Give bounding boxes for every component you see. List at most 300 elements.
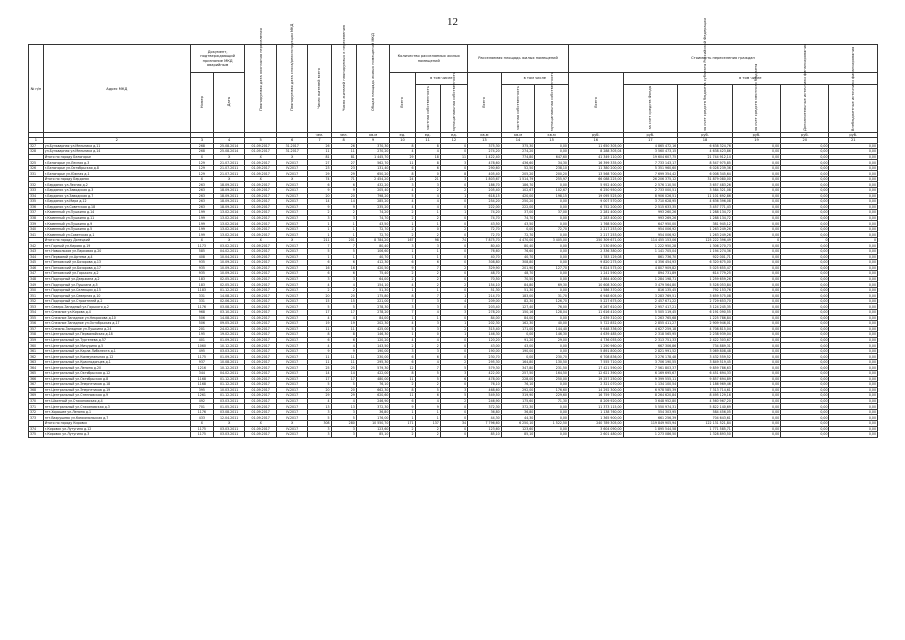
table-cell: 74,70 (468, 215, 502, 221)
table-cell: 0 (440, 354, 467, 360)
table-cell: 3 283 769,51 (623, 293, 678, 299)
address-cell: пгт.Центральный ул.Октябрьская д.12 (43, 371, 190, 377)
table-cell: 01.09.2017 (245, 193, 277, 199)
header-column-number: 3 (190, 138, 213, 143)
table-cell: 344 (29, 254, 44, 260)
table-cell: 3 706 190,55 (623, 359, 678, 365)
table-cell: 0,00 (829, 348, 878, 354)
table-cell: 0,00 (781, 149, 829, 155)
table-cell: 478,00 (468, 376, 502, 382)
table-cell: 0,00 (829, 265, 878, 271)
header-unit-cell: ед. (440, 133, 467, 138)
table-cell: 70,50 (501, 276, 535, 282)
header-total-area: Общая площадь жилых помещений МКД (356, 45, 390, 133)
table-cell: 280 (331, 420, 356, 426)
header-count-including: в том числе (415, 73, 468, 85)
table-cell: 3 (415, 182, 440, 188)
table-cell: 2 454,20 (356, 176, 390, 182)
table-cell: 01.09.2017 (245, 204, 277, 210)
table-cell: 4 627 259,18 (623, 326, 678, 332)
table-cell: 7 (415, 265, 440, 271)
table-cell: 1 134 100,54 (623, 382, 678, 388)
table-cell: 0,00 (781, 426, 829, 432)
table-cell: 27 (308, 160, 331, 166)
table-cell: 4 (390, 149, 415, 155)
table-cell: 6 948 605,00 (568, 293, 623, 299)
table-cell: 195 (190, 332, 213, 338)
table-cell: 13.02.2014 (213, 226, 245, 232)
table-cell: 01.09.2017 (245, 265, 277, 271)
table-cell: 0,00 (781, 393, 829, 399)
table-cell: 122 131 521,84 (678, 420, 733, 426)
table-cell: 21 (415, 176, 440, 182)
header-count-private: частная собственность (415, 85, 440, 133)
address-cell: пгт.Снежное Западное ул.Некрасова д.10 (43, 315, 190, 321)
table-cell: 3 479 564,80 (623, 282, 678, 288)
table-cell: 935 (190, 260, 213, 266)
table-cell: 8 (390, 371, 415, 377)
table-cell: 0,00 (829, 332, 878, 338)
address-cell: пгт.Пятковский ул.Горького д.2 (43, 271, 190, 277)
table-cell: 36,80 (468, 409, 502, 415)
table-cell: 315,40 (468, 326, 502, 332)
table-cell: 102,67 (501, 187, 535, 193)
table-cell: 36,80 (356, 409, 390, 415)
table-cell: 6 (308, 260, 331, 266)
table-cell: IV.2017 (276, 204, 308, 210)
table-cell: 11 (331, 359, 356, 365)
table-cell: 1 288 134,72 (678, 210, 733, 216)
table-cell: 0,00 (781, 376, 829, 382)
table-cell: 01.09.2017 (245, 404, 277, 410)
address-cell: пгт.Северо-Западный ул.Горького д.2 (43, 304, 190, 310)
table-cell: 0,00 (829, 215, 878, 221)
table-cell: 0,00 (535, 215, 569, 221)
table-cell: 0,00 (535, 276, 569, 282)
table-cell: 336 (29, 204, 44, 210)
table-cell: 0,00 (781, 182, 829, 188)
table-cell: 1 (415, 249, 440, 255)
table-cell: 85,10 (356, 432, 390, 438)
table-cell: 0,00 (732, 260, 780, 266)
table-cell: 3 (390, 243, 415, 249)
table-cell: 72,70 (356, 226, 390, 232)
table-cell: IV.2017 (276, 387, 308, 393)
table-cell: 1173 (190, 243, 213, 249)
table-cell: 4 560 967,20 (678, 398, 733, 404)
table-cell: 13 568 700,00 (568, 171, 623, 177)
table-cell: IV.2017 (276, 415, 308, 421)
table-cell: 146,30 (356, 332, 390, 338)
address-cell: пгт.Центральный ул.Энергетиков д.19 (43, 387, 190, 393)
table-cell: 7 875,70 (468, 237, 502, 243)
table-cell: 5 (415, 371, 440, 377)
table-cell: 127,70 (535, 265, 569, 271)
table-cell: 18 (415, 154, 440, 160)
table-cell: 432,20 (356, 182, 390, 188)
table-cell: 0,00 (732, 232, 780, 238)
table-cell: 0,00 (781, 265, 829, 271)
table-cell: 6 (308, 182, 331, 188)
table-cell: 0,00 (732, 365, 780, 371)
header-cost-including: в том числе (623, 73, 877, 85)
table-cell: 13 (308, 404, 331, 410)
table-cell: 25 (308, 365, 331, 371)
table-cell: 1 422,40 (468, 154, 502, 160)
table-cell: 433 (190, 415, 213, 421)
table-cell: 222,00 (468, 204, 502, 210)
table-cell: 263 (190, 199, 213, 205)
table-cell: 3 849 519,45 (678, 359, 733, 365)
table-cell: 0,00 (501, 354, 535, 360)
table-cell: 2 238 939,04 (678, 332, 733, 338)
table-cell: 4 639 485,00 (568, 332, 623, 338)
table-cell: 130,50 (535, 359, 569, 365)
table-cell: 3 405,00 (535, 237, 569, 243)
table-cell: 9 007 570,00 (568, 199, 623, 205)
table-cell: 3 124 245,35 (678, 304, 733, 310)
table-cell: 0,00 (535, 271, 569, 277)
table-cell: 7 561 803,37 (623, 365, 678, 371)
table-cell: 6 008 345,64 (678, 171, 733, 177)
table-cell: 0,00 (732, 287, 780, 293)
table-cell: 0,00 (732, 182, 780, 188)
table-cell: 24 (390, 176, 415, 182)
table-cell: 29 (308, 393, 331, 399)
table-cell: 20 (331, 293, 356, 299)
table-cell: 01.09.2017 (245, 376, 277, 382)
table-cell: 199 (190, 210, 213, 216)
table-cell: 119 849 905,94 (623, 420, 678, 426)
table-cell: 2 (440, 265, 467, 271)
table-cell: 263 (190, 204, 213, 210)
table-cell: 774,80 (501, 154, 535, 160)
table-cell: 270,20 (356, 149, 390, 155)
table-cell: 11 (331, 326, 356, 332)
table-cell: 364 (29, 365, 44, 371)
table-cell: 0,00 (829, 171, 878, 177)
table-cell: 11 (390, 160, 415, 166)
table-cell: 0,00 (732, 226, 780, 232)
table-cell: 01.09.2017 (245, 182, 277, 188)
table-cell: 370,30 (356, 143, 390, 149)
table-cell: 0,00 (732, 371, 780, 377)
table-cell: 1 783 129,08 (568, 254, 623, 260)
table-cell: 662,30 (356, 387, 390, 393)
table-cell: 0,00 (829, 160, 878, 166)
table-cell: 1 (415, 315, 440, 321)
table-cell: 0,00 (535, 315, 569, 321)
table-cell: 0 (440, 276, 467, 282)
table-cell: 01.09.2017 (245, 160, 277, 166)
table-cell: 11 (308, 354, 331, 360)
table-cell: 11 (308, 326, 331, 332)
table-cell: 6 267 610,00 (568, 304, 623, 310)
table-cell: X (245, 420, 277, 426)
table-cell: 0,00 (732, 204, 780, 210)
table-cell: 3 (331, 215, 356, 221)
table-cell: 331 (29, 171, 44, 177)
table-cell: 0,00 (781, 321, 829, 327)
table-cell: 03.08.2011 (213, 304, 245, 310)
table-cell: IV.2017 (276, 271, 308, 277)
table-cell: 123,60 (356, 426, 390, 432)
header-num: № п/п (29, 45, 44, 133)
table-cell: 8 209 920,00 (568, 398, 623, 404)
table-cell: 333 (29, 187, 44, 193)
table-cell: IV.2017 (276, 282, 308, 288)
header-column-number: 4 (213, 138, 245, 143)
table-cell: 2 957 417,21 (623, 304, 678, 310)
header-residents-total: Число жителей всего (308, 45, 331, 133)
table-cell: 150,16 (501, 310, 535, 316)
table-cell: 4 (440, 298, 467, 304)
table-cell: 11 380 200,00 (568, 165, 623, 171)
table-cell: 98 (415, 237, 440, 243)
header-column-number: 17 (623, 138, 678, 143)
table-cell: 340 (29, 226, 44, 232)
table-cell: 9 (390, 265, 415, 271)
table-cell: 71,30 (535, 398, 569, 404)
table-cell: 478,60 (468, 160, 502, 166)
table-cell: 3 (415, 326, 440, 332)
table-cell: 1 (415, 254, 440, 260)
table-cell: 2 (415, 187, 440, 193)
table-cell: 3 (440, 310, 467, 316)
table-cell: 01.09.2017 (245, 143, 277, 149)
table-cell: 1 (440, 210, 467, 216)
table-cell: 12.04.2011 (213, 415, 245, 421)
table-cell: 0,00 (781, 160, 829, 166)
table-cell: 0,00 (732, 315, 780, 321)
table-cell: 0,00 (781, 359, 829, 365)
table-cell: 0,00 (781, 326, 829, 332)
table-cell: 1 288 134,72 (678, 215, 733, 221)
header-column-number: 21 (829, 138, 878, 143)
table-cell: 1 365 900,00 (568, 415, 623, 421)
table-cell: IV.2017 (276, 343, 308, 349)
table-cell: 2 (415, 271, 440, 277)
table-cell: 44,30 (468, 415, 502, 421)
table-cell: 48,70 (468, 271, 502, 277)
header-count-total: Всего (390, 73, 415, 133)
table-cell: 0,00 (732, 321, 780, 327)
table-cell: 937 (190, 359, 213, 365)
table-cell: 1 (440, 293, 467, 299)
table-cell: 0,00 (732, 149, 780, 155)
table-cell: 6 708 836,00 (568, 354, 623, 360)
address-cell: г.Белогорье ул.Лесная д.3 (43, 160, 190, 166)
table-cell: 26 (308, 143, 331, 149)
table-cell: 229,60 (535, 393, 569, 399)
table-cell: 0,00 (829, 276, 878, 282)
table-cell: 0,00 (829, 382, 878, 388)
table-cell: 353 (29, 304, 44, 310)
table-body (29, 143, 878, 437)
table-cell: IV.2017 (276, 321, 308, 327)
table-cell: 0,00 (829, 426, 878, 432)
table-cell: 935 (190, 265, 213, 271)
table-cell: IV.2017 (276, 337, 308, 343)
table-cell: 3 (440, 387, 467, 393)
table-cell: 235,20 (356, 204, 390, 210)
table-cell: IV.2017 (276, 365, 308, 371)
table-cell: 1 522,50 (535, 420, 569, 426)
table-cell: 240 789 305,00 (568, 420, 623, 426)
table-cell: 199 (190, 226, 213, 232)
table-cell: 0 (440, 343, 467, 349)
table-cell: 0,00 (732, 298, 780, 304)
table-cell: 0,00 (781, 304, 829, 310)
table-cell: 7 (308, 243, 331, 249)
table-row (29, 432, 878, 438)
table-cell: 0,00 (781, 287, 829, 293)
header-column-number: 14 (501, 138, 535, 143)
table-cell: 12 (390, 365, 415, 371)
table-cell: 0 (440, 426, 467, 432)
table-cell: X (213, 237, 245, 243)
table-cell: 495 (190, 348, 213, 354)
table-cell: 146,30 (535, 332, 569, 338)
table-cell: 395 (190, 387, 213, 393)
table-cell: 6 (415, 165, 440, 171)
table-cell: 401 (190, 337, 213, 343)
table-cell: 01.09.2017 (245, 215, 277, 221)
table-cell: 19 (308, 321, 331, 327)
header-unit-cell: кв.м (468, 133, 502, 138)
table-cell: 480,00 (356, 376, 390, 382)
table-cell: 15 (308, 298, 331, 304)
table-cell: 4 807 909,82 (623, 265, 678, 271)
table-cell: 9 399 555,11 (623, 376, 678, 382)
table-cell: 1 241 590,00 (568, 271, 623, 277)
table-cell: 01.09.2017 (245, 187, 277, 193)
table-cell: 620,60 (356, 393, 390, 399)
table-cell: 10 550,70 (356, 420, 390, 426)
table-cell: 02.05.2011 (213, 282, 245, 288)
table-cell: 20 (308, 387, 331, 393)
table-cell: 0,00 (781, 337, 829, 343)
table-cell: IV.2017 (276, 199, 308, 205)
table-cell: 861 736,70 (623, 254, 678, 260)
table-cell: 20 (308, 293, 331, 299)
table-cell: 0,00 (535, 426, 569, 432)
header-cost-region: за счет средств бюджета субъекта Российской Федерации (678, 85, 733, 133)
table-cell: 361 (29, 348, 44, 354)
table-cell: 17 (308, 310, 331, 316)
table-cell: X (276, 154, 308, 160)
table-cell: 01.09.2017 (245, 371, 277, 377)
table-cell: 01.09.2017 (245, 249, 277, 255)
table-cell: 0 (440, 165, 467, 171)
table-cell: 52,50 (501, 165, 535, 171)
table-cell: 76,10 (501, 382, 535, 388)
header-area-private: частная собственность (501, 85, 535, 133)
table-cell: 10.12.2012 (213, 343, 245, 349)
table-cell: IV.2017 (276, 226, 308, 232)
table-cell: 154,10 (468, 282, 502, 288)
address-cell: пгт.Снежное Западное ул.Октябрьская д.17 (43, 321, 190, 327)
table-cell: 1176 (190, 304, 213, 310)
table-cell: 3 (331, 409, 356, 415)
resettlement-table-sheet (28, 18, 878, 438)
table-cell: 347,80 (501, 365, 535, 371)
table-cell: 9 648 336,00 (568, 326, 623, 332)
table-cell: 0,00 (781, 249, 829, 255)
table-cell: 01.05.2011 (213, 404, 245, 410)
table-cell: 0 (440, 348, 467, 354)
table-cell: 01.09.2017 (245, 171, 277, 177)
table-cell: 292,00 (501, 387, 535, 393)
table-cell: 144,40 (535, 326, 569, 332)
table-cell: 64,00 (356, 276, 390, 282)
table-cell: 5 (390, 193, 415, 199)
table-cell: 01.09.2017 (245, 409, 277, 415)
address-cell: Итого по городу Бердянск (43, 176, 190, 182)
table-cell: 278,20 (356, 310, 390, 316)
header-unit-cell: ед. (415, 133, 440, 138)
table-cell: 3 (331, 426, 356, 432)
table-cell: IV.2017 (276, 182, 308, 188)
table-cell: 0,00 (535, 232, 569, 238)
table-cell: 0,00 (535, 382, 569, 388)
table-cell: 506 (190, 315, 213, 321)
table-cell: 2 217 253,00 (568, 226, 623, 232)
table-cell: 0,00 (732, 420, 780, 426)
table-cell: 203,40 (468, 304, 502, 310)
table-cell: 816 135,45 (623, 287, 678, 293)
table-cell: 368 (29, 387, 44, 393)
table-cell: 0,00 (781, 415, 829, 421)
table-cell: 3 (440, 160, 467, 166)
table-cell: 0,00 (829, 287, 878, 293)
table-cell: 84,00 (501, 315, 535, 321)
table-cell: 40,00 (535, 321, 569, 327)
table-cell: 0,00 (829, 415, 878, 421)
table-cell: 29 (331, 171, 356, 177)
table-cell: 6 (308, 271, 331, 277)
table-cell: 3 (390, 304, 415, 310)
table-cell: 0,00 (781, 298, 829, 304)
table-cell: X (245, 176, 277, 182)
table-cell: 381 945,12 (678, 221, 733, 227)
table-cell: 372 (29, 409, 44, 415)
table-cell: 1175 (190, 354, 213, 360)
table-cell: 2 (415, 432, 440, 438)
table-cell: 922 001,71 (678, 254, 733, 260)
table-cell: 1216 (190, 365, 213, 371)
table-cell: 0,00 (732, 210, 780, 216)
header-unit-cell: руб. (829, 133, 878, 138)
table-cell: 2 (390, 426, 415, 432)
table-cell: 0,00 (732, 332, 780, 338)
table-cell: 0,00 (829, 371, 878, 377)
address-cell: пгт.Центральный ул.Октябрьская д.8 (43, 376, 190, 382)
header-doc-date: Дата (213, 73, 245, 133)
table-cell: 1176 (190, 409, 213, 415)
table-cell: 0,00 (829, 154, 878, 160)
table-cell: 425,00 (356, 326, 390, 332)
table-cell: 0,00 (781, 165, 829, 171)
table-cell: 3 (308, 215, 331, 221)
table-cell: 254,20 (468, 199, 502, 205)
table-cell: 0,00 (829, 343, 878, 349)
table-cell: 81 (308, 154, 331, 160)
table-cell: 549,50 (468, 393, 502, 399)
address-cell: г.Каменный ул.Советская д.1 (43, 232, 190, 238)
table-cell: 0,00 (781, 348, 829, 354)
table-cell: 0,00 (829, 393, 878, 399)
